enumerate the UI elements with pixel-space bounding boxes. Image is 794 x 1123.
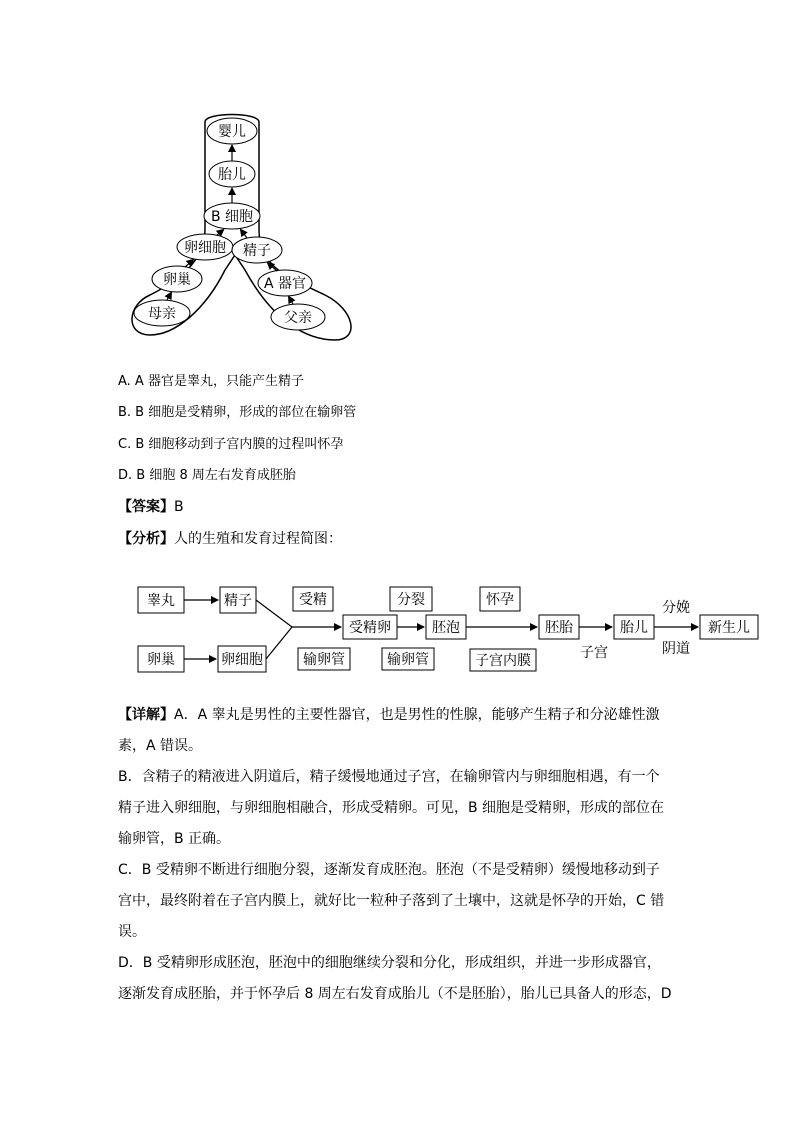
detail-a-line2: 素，A 错误。 bbox=[118, 738, 203, 754]
answer-label: 【答案】 bbox=[118, 499, 174, 515]
analysis-label: 【分析】 bbox=[118, 531, 174, 547]
t-newborn: 新生儿 bbox=[708, 620, 750, 636]
analysis-line bbox=[118, 531, 342, 547]
arrow-mother-ovary bbox=[167, 293, 171, 300]
reproduction-y-diagram bbox=[125, 110, 360, 345]
analysis-text: 人的生殖和发育过程简图： bbox=[174, 531, 342, 547]
label-father: 父亲 bbox=[284, 310, 312, 326]
detail-d-line2: 逐渐发育成胚胎，并于怀孕后 8 周左右发育成胎儿（不是胚胎），胎儿已具备人的形态，D bbox=[118, 986, 672, 1002]
detail-b-line2: 精子进入卵细胞，与卵细胞相融合，形成受精卵。可见，B 细胞是受精卵，形成的部位在 bbox=[118, 800, 665, 816]
arrow-father-aorgan bbox=[289, 297, 293, 304]
label-ovary: 卵巢 bbox=[163, 272, 191, 288]
detail-d-line1: D．B 受精卵形成胚泡，胚泡中的细胞继续分裂和分化，形成组织，并进一步形成器官， bbox=[118, 955, 661, 971]
detail-b-line3: 输卵管，B 正确。 bbox=[118, 831, 231, 847]
label-fetus: 胎儿 bbox=[218, 167, 246, 183]
detail-block bbox=[118, 700, 678, 1010]
arrow-egg-bcell bbox=[217, 230, 223, 235]
detail-a-text1: A．A 睾丸是男性的主要性器官，也是男性的性腺，能够产生精子和分泌雄性激 bbox=[174, 707, 660, 723]
label-bcell: B 细胞 bbox=[210, 209, 254, 225]
detail-b-line1: B．含精子的精液进入阴道后，精子缓慢地通过子宫，在输卵管内与卵细胞相遇，有一个 bbox=[118, 769, 660, 785]
t-vagina: 阴道 bbox=[662, 641, 690, 657]
option-c: C. B 细胞移动到子宫内膜的过程叫怀孕 bbox=[118, 437, 344, 452]
t-testis: 睾丸 bbox=[147, 593, 175, 609]
t-sperm: 精子 bbox=[224, 593, 252, 609]
line-sperm-join bbox=[256, 600, 292, 627]
detail-c-line2: 宫中，最终附着在子宫内膜上，就好比一粒种子落到了土壤中，这就是怀孕的开始，C 错 bbox=[118, 893, 665, 909]
label-aorgan: A 器官 bbox=[263, 276, 307, 292]
t-blastocyst: 胚泡 bbox=[432, 620, 460, 636]
answer-value: B bbox=[174, 499, 184, 515]
option-d: D. B 细胞 8 周左右发育成胚胎 bbox=[118, 468, 296, 483]
label-mother: 母亲 bbox=[148, 306, 176, 322]
t-oviduct1: 输卵管 bbox=[303, 652, 345, 668]
t-fetus: 胎儿 bbox=[620, 620, 648, 636]
t-uterus: 子宫 bbox=[580, 645, 608, 661]
t-endometrium: 子宫内膜 bbox=[475, 653, 531, 669]
option-a: A. A 器官是睾丸，只能产生精子 bbox=[118, 374, 304, 389]
t-egg: 卵细胞 bbox=[221, 652, 263, 668]
reproduction-flow-diagram bbox=[130, 585, 770, 675]
arrow-sperm-bcell bbox=[241, 230, 247, 238]
t-embryo: 胚胎 bbox=[545, 620, 573, 636]
detail-c-line3: 误。 bbox=[118, 924, 146, 940]
answer-line bbox=[118, 499, 184, 515]
option-b: B. B 细胞是受精卵，形成的部位在输卵管 bbox=[118, 405, 357, 420]
t-pregnancy: 怀孕 bbox=[486, 592, 514, 608]
label-sperm: 精子 bbox=[243, 243, 271, 259]
label-baby: 婴儿 bbox=[218, 124, 246, 140]
t-delivery: 分娩 bbox=[662, 600, 690, 616]
t-division: 分裂 bbox=[397, 592, 425, 608]
t-oviduct2: 输卵管 bbox=[387, 652, 429, 668]
t-zygote: 受精卵 bbox=[349, 620, 391, 636]
t-ovary: 卵巢 bbox=[147, 652, 175, 668]
t-fertilization: 受精 bbox=[299, 592, 327, 608]
detail-label: 【详解】 bbox=[118, 707, 174, 723]
label-egg: 卵细胞 bbox=[184, 240, 226, 256]
detail-c-line1: C．B 受精卵不断进行细胞分裂，逐渐发育成胚泡。胚泡（不是受精卵）缓慢地移动到子 bbox=[118, 862, 660, 878]
detail-a-line1 bbox=[118, 700, 678, 731]
line-egg-join bbox=[266, 627, 292, 659]
